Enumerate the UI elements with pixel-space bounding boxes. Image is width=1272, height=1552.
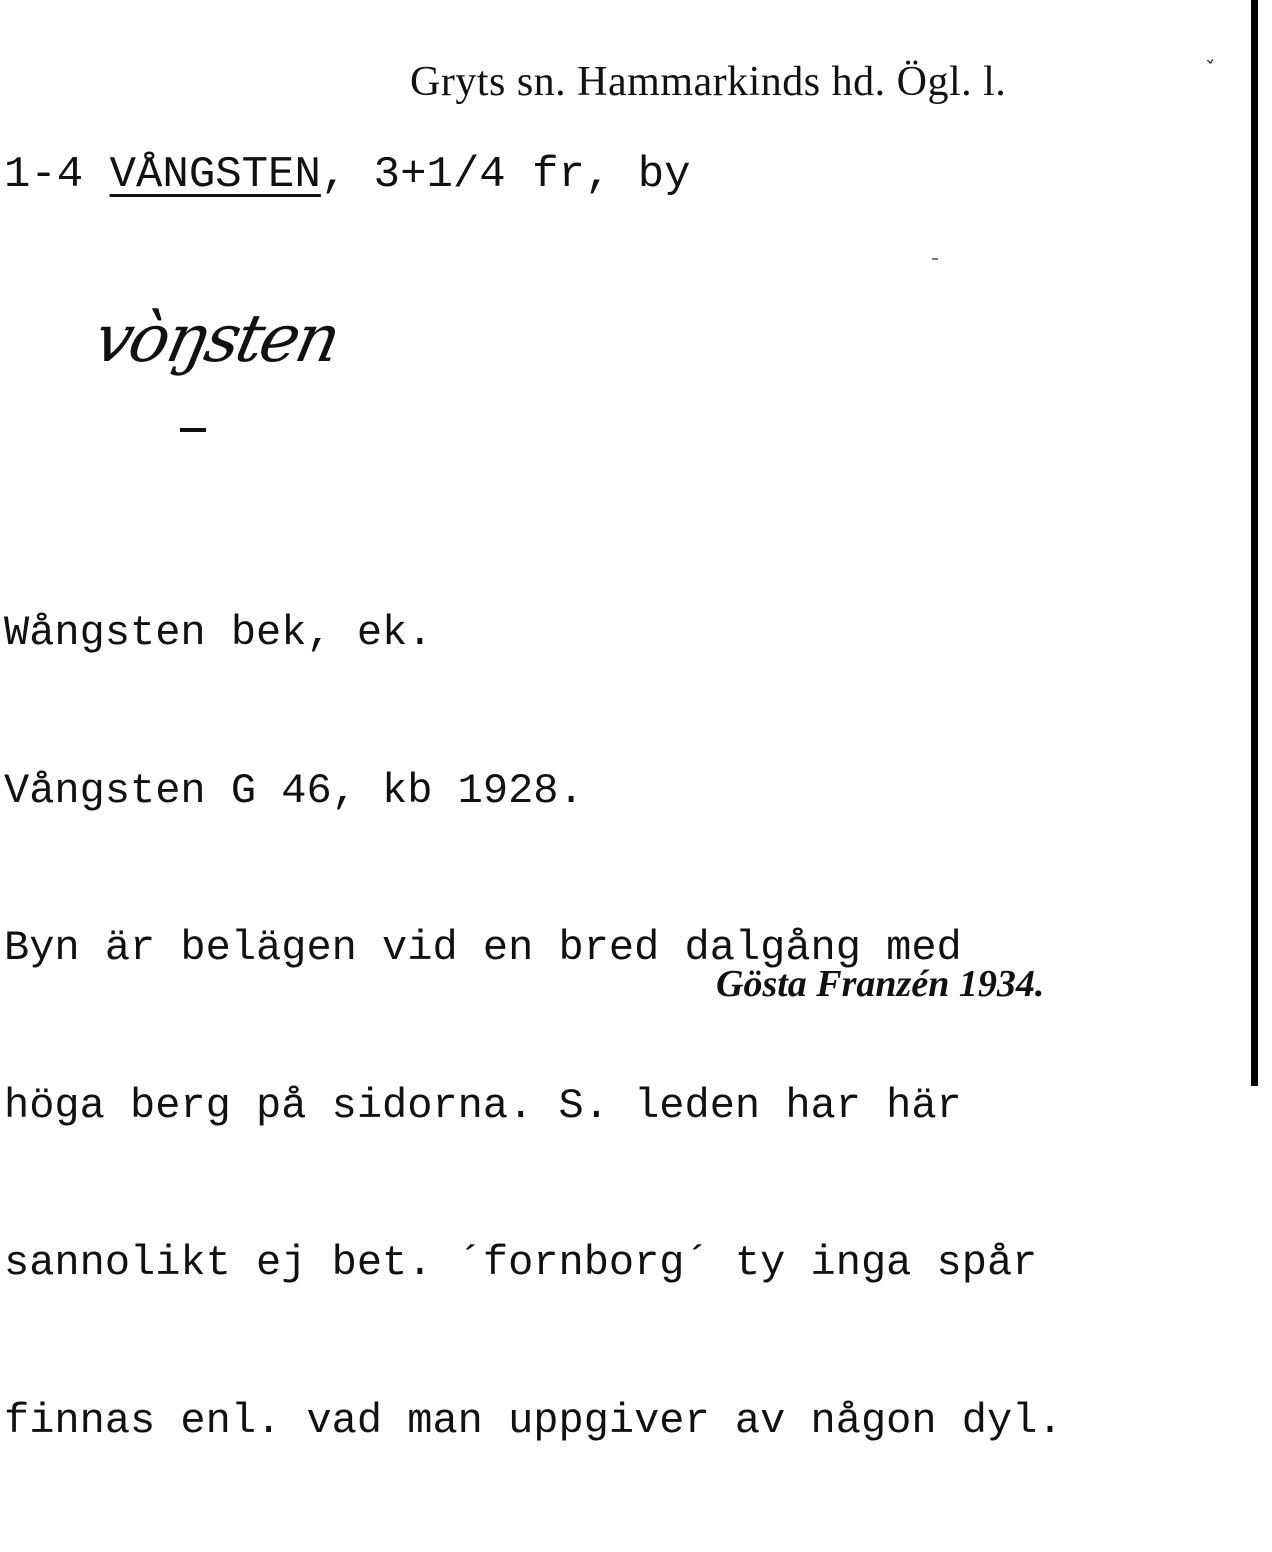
- handwritten-pronunciation: vòŋsten: [87, 300, 345, 377]
- place-name: VÅNGSTEN: [109, 150, 321, 200]
- pronunciation-mark: [180, 428, 206, 432]
- text-line: Vångsten G 46, kb 1928.: [4, 766, 584, 815]
- paper-speck: [932, 258, 938, 260]
- text-line: Byn är belägen vid en bred dalgång med: [4, 924, 962, 972]
- text-line: höga berg på sidorna. S. leden har här: [4, 1081, 962, 1130]
- text-line: finnas enl. vad man uppgiver av någon dyl.: [4, 1396, 1063, 1445]
- text-line: Wångsten bek, ek.: [4, 609, 433, 657]
- check-mark: ˇ: [1204, 57, 1219, 84]
- body-text: [4, 502, 1063, 1552]
- entry-heading: [4, 150, 691, 200]
- parish-location: Gryts sn. Hammarkinds hd. Ögl. l.: [410, 59, 1007, 105]
- entry-details: , 3+1/4 fr, by: [320, 150, 691, 200]
- text-line: sannolikt ej bet. ´fornborg´ ty inga spår: [4, 1239, 1038, 1287]
- entry-number: 1-4: [4, 150, 110, 200]
- card-edge: [1251, 0, 1258, 1086]
- signature: Gösta Franzén 1934.: [716, 963, 1045, 1005]
